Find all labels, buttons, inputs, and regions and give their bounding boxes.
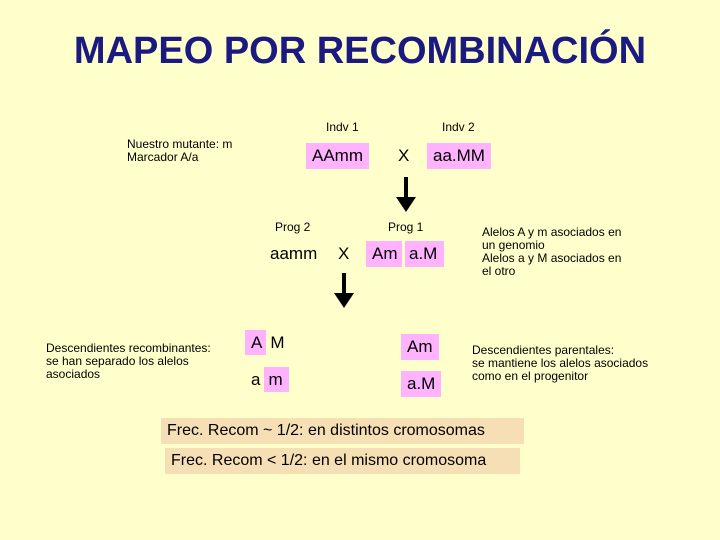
- alleles-note: [482, 226, 621, 278]
- prog1-label: Prog 1: [388, 220, 424, 234]
- recombinant-genotype: [245, 333, 291, 353]
- recombinant-allele: M: [270, 333, 285, 352]
- indv1-genotype: AAmm: [306, 143, 369, 169]
- recombinant-allele: m: [264, 367, 288, 392]
- prog2-label: Prog 2: [275, 220, 311, 234]
- parental-genotype: a.M: [401, 371, 441, 397]
- parental-genotype: Am: [401, 334, 439, 360]
- recombinants-note: [46, 342, 211, 381]
- cross-symbol: X: [398, 146, 410, 165]
- arrow-down-icon: [394, 177, 418, 213]
- alleles-note-line: el otro: [482, 264, 516, 278]
- recombinants-note-line: asociados: [46, 367, 101, 381]
- parentals-note-line: Descendientes parentales:: [472, 343, 615, 357]
- frec-recom-distinct: Frec. Recom ~ 1/2: en distintos cromosomas: [161, 418, 524, 444]
- prog2-genotype: aamm: [270, 244, 318, 263]
- recombinants-note-line: se han separado los alelos: [46, 354, 189, 368]
- recombinant-allele: a: [251, 370, 261, 389]
- alleles-note-line: Alelos a y M asociados en: [482, 251, 622, 265]
- frec-recom-same: Frec. Recom < 1/2: en el mismo cromosoma: [165, 448, 520, 474]
- page-title: MAPEO POR RECOMBINACIÓN: [73, 30, 647, 72]
- indv2-genotype: aa.MM: [427, 143, 491, 169]
- prog1-allele: a.M: [405, 241, 444, 267]
- parentals-note-line: como en el progenitor: [472, 369, 589, 383]
- cross-symbol: X: [338, 244, 350, 263]
- recombinants-note-line: Descendientes recombinantes:: [46, 341, 211, 355]
- mutant-note: [127, 138, 232, 164]
- prog1-allele: Am: [366, 241, 402, 267]
- alleles-note-line: un genomio: [482, 238, 545, 252]
- mutant-note-line: Marcador A/a: [127, 150, 199, 164]
- mutant-note-line: Nuestro mutante: m: [127, 137, 233, 151]
- parentals-note: [472, 344, 648, 383]
- recombinant-genotype: [245, 370, 289, 390]
- parentals-note-line: se mantiene los alelos asociados: [472, 356, 649, 370]
- alleles-note-line: Alelos A y m asociados en: [482, 225, 622, 239]
- arrow-down-icon: [332, 273, 356, 309]
- recombinant-allele: A: [245, 330, 266, 355]
- indv2-label: Indv 2: [442, 120, 475, 134]
- indv1-label: Indv 1: [326, 120, 359, 134]
